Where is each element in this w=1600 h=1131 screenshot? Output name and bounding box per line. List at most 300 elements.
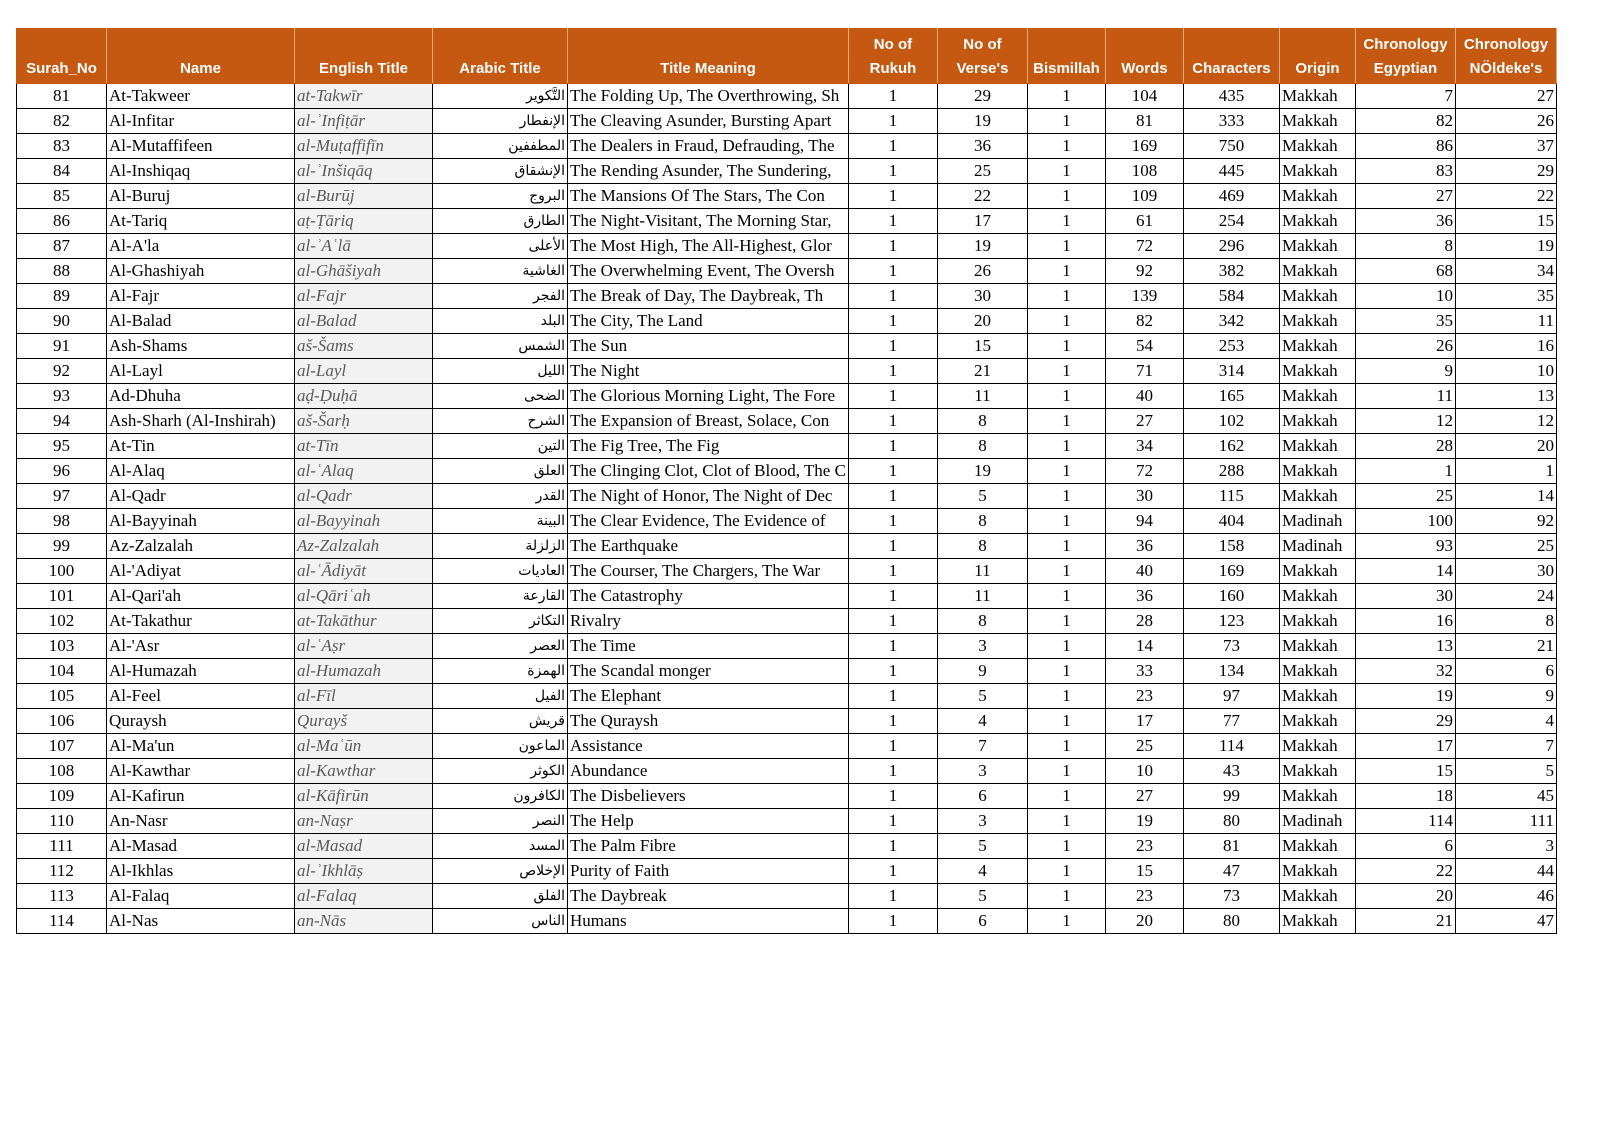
cell-english-title[interactable]: al-ʿAṣr [295, 634, 433, 659]
cell-arabic-title[interactable]: الكافرون [433, 784, 568, 809]
cell-surah-no[interactable]: 85 [17, 184, 107, 209]
cell-verse-count[interactable]: 20 [937, 309, 1027, 334]
cell-character-count[interactable]: 114 [1183, 734, 1279, 759]
cell-word-count[interactable]: 23 [1105, 884, 1183, 909]
cell-character-count[interactable]: 584 [1183, 284, 1279, 309]
cell-chronology-noldeke[interactable]: 7 [1455, 734, 1556, 759]
cell-bismillah[interactable]: 1 [1027, 384, 1105, 409]
cell-chronology-egyptian[interactable]: 100 [1355, 509, 1455, 534]
cell-verse-count[interactable]: 21 [937, 359, 1027, 384]
cell-rukuh-count[interactable]: 1 [848, 359, 937, 384]
cell-arabic-title[interactable]: الطارق [433, 209, 568, 234]
cell-chronology-noldeke[interactable]: 29 [1455, 159, 1556, 184]
cell-rukuh-count[interactable]: 1 [848, 284, 937, 309]
cell-bismillah[interactable]: 1 [1027, 609, 1105, 634]
cell-english-title[interactable]: al-ʿĀdiyāt [295, 559, 433, 584]
cell-rukuh-count[interactable]: 1 [848, 134, 937, 159]
cell-verse-count[interactable]: 19 [937, 234, 1027, 259]
cell-rukuh-count[interactable]: 1 [848, 559, 937, 584]
cell-surah-no[interactable]: 102 [17, 609, 107, 634]
cell-english-title[interactable]: al-Burūj [295, 184, 433, 209]
cell-verse-count[interactable]: 17 [937, 209, 1027, 234]
cell-bismillah[interactable]: 1 [1027, 134, 1105, 159]
cell-origin[interactable]: Madinah [1279, 534, 1355, 559]
cell-verse-count[interactable]: 5 [937, 684, 1027, 709]
cell-rukuh-count[interactable]: 1 [848, 659, 937, 684]
cell-title-meaning[interactable]: Abundance [568, 759, 849, 784]
cell-name[interactable]: Az-Zalzalah [107, 534, 295, 559]
cell-chronology-noldeke[interactable]: 11 [1455, 309, 1556, 334]
cell-chronology-egyptian[interactable]: 28 [1355, 434, 1455, 459]
cell-chronology-noldeke[interactable]: 37 [1455, 134, 1556, 159]
cell-rukuh-count[interactable]: 1 [848, 709, 937, 734]
cell-name[interactable]: Al-Balad [107, 309, 295, 334]
cell-surah-no[interactable]: 111 [17, 834, 107, 859]
cell-bismillah[interactable]: 1 [1027, 159, 1105, 184]
cell-title-meaning[interactable]: The Courser, The Chargers, The War [568, 559, 849, 584]
cell-title-meaning[interactable]: The Folding Up, The Overthrowing, Sh [568, 84, 849, 109]
cell-word-count[interactable]: 81 [1105, 109, 1183, 134]
cell-chronology-egyptian[interactable]: 10 [1355, 284, 1455, 309]
cell-word-count[interactable]: 19 [1105, 809, 1183, 834]
cell-chronology-noldeke[interactable]: 13 [1455, 384, 1556, 409]
cell-bismillah[interactable]: 1 [1027, 559, 1105, 584]
cell-name[interactable]: Al-Inshiqaq [107, 159, 295, 184]
cell-bismillah[interactable]: 1 [1027, 909, 1105, 934]
cell-chronology-noldeke[interactable]: 44 [1455, 859, 1556, 884]
cell-character-count[interactable]: 73 [1183, 634, 1279, 659]
cell-verse-count[interactable]: 9 [937, 659, 1027, 684]
cell-chronology-noldeke[interactable]: 26 [1455, 109, 1556, 134]
cell-chronology-egyptian[interactable]: 15 [1355, 759, 1455, 784]
cell-title-meaning[interactable]: The Earthquake [568, 534, 849, 559]
cell-chronology-egyptian[interactable]: 19 [1355, 684, 1455, 709]
cell-chronology-noldeke[interactable]: 1 [1455, 459, 1556, 484]
cell-chronology-noldeke[interactable]: 14 [1455, 484, 1556, 509]
cell-arabic-title[interactable]: المسد [433, 834, 568, 859]
cell-word-count[interactable]: 27 [1105, 409, 1183, 434]
cell-word-count[interactable]: 40 [1105, 384, 1183, 409]
cell-english-title[interactable]: al-ʾAʿlā [295, 234, 433, 259]
cell-bismillah[interactable]: 1 [1027, 84, 1105, 109]
cell-arabic-title[interactable]: الضحى [433, 384, 568, 409]
cell-rukuh-count[interactable]: 1 [848, 634, 937, 659]
cell-character-count[interactable]: 80 [1183, 909, 1279, 934]
cell-word-count[interactable]: 72 [1105, 234, 1183, 259]
cell-character-count[interactable]: 73 [1183, 884, 1279, 909]
cell-surah-no[interactable]: 105 [17, 684, 107, 709]
cell-surah-no[interactable]: 103 [17, 634, 107, 659]
cell-surah-no[interactable]: 95 [17, 434, 107, 459]
header-origin[interactable]: Origin [1279, 29, 1355, 84]
cell-verse-count[interactable]: 11 [937, 584, 1027, 609]
cell-chronology-egyptian[interactable]: 68 [1355, 259, 1455, 284]
cell-title-meaning[interactable]: The Sun [568, 334, 849, 359]
cell-word-count[interactable]: 71 [1105, 359, 1183, 384]
cell-arabic-title[interactable]: التكاثر [433, 609, 568, 634]
cell-verse-count[interactable]: 25 [937, 159, 1027, 184]
cell-chronology-egyptian[interactable]: 21 [1355, 909, 1455, 934]
cell-word-count[interactable]: 10 [1105, 759, 1183, 784]
cell-chronology-egyptian[interactable]: 26 [1355, 334, 1455, 359]
cell-chronology-noldeke[interactable]: 9 [1455, 684, 1556, 709]
cell-surah-no[interactable]: 81 [17, 84, 107, 109]
cell-english-title[interactable]: al-ʾInšiqāq [295, 159, 433, 184]
cell-name[interactable]: Al-'Adiyat [107, 559, 295, 584]
cell-rukuh-count[interactable]: 1 [848, 434, 937, 459]
cell-name[interactable]: An-Nasr [107, 809, 295, 834]
cell-origin[interactable]: Makkah [1279, 459, 1355, 484]
cell-arabic-title[interactable]: الأعلى [433, 234, 568, 259]
cell-chronology-egyptian[interactable]: 86 [1355, 134, 1455, 159]
cell-english-title[interactable]: al-Fajr [295, 284, 433, 309]
cell-title-meaning[interactable]: The Cleaving Asunder, Bursting Apart [568, 109, 849, 134]
cell-origin[interactable]: Makkah [1279, 709, 1355, 734]
cell-origin[interactable]: Makkah [1279, 759, 1355, 784]
cell-surah-no[interactable]: 107 [17, 734, 107, 759]
cell-bismillah[interactable]: 1 [1027, 284, 1105, 309]
cell-bismillah[interactable]: 1 [1027, 534, 1105, 559]
cell-arabic-title[interactable]: العاديات [433, 559, 568, 584]
cell-chronology-noldeke[interactable]: 111 [1455, 809, 1556, 834]
cell-chronology-noldeke[interactable]: 5 [1455, 759, 1556, 784]
cell-arabic-title[interactable]: القدر [433, 484, 568, 509]
cell-character-count[interactable]: 162 [1183, 434, 1279, 459]
cell-chronology-egyptian[interactable]: 32 [1355, 659, 1455, 684]
cell-bismillah[interactable]: 1 [1027, 409, 1105, 434]
cell-verse-count[interactable]: 6 [937, 784, 1027, 809]
cell-title-meaning[interactable]: Assistance [568, 734, 849, 759]
cell-title-meaning[interactable]: The Clinging Clot, Clot of Blood, The C [568, 459, 849, 484]
cell-origin[interactable]: Makkah [1279, 109, 1355, 134]
cell-name[interactable]: Al-Qari'ah [107, 584, 295, 609]
cell-english-title[interactable]: al-Fīl [295, 684, 433, 709]
cell-character-count[interactable]: 445 [1183, 159, 1279, 184]
cell-title-meaning[interactable]: The Elephant [568, 684, 849, 709]
cell-origin[interactable]: Makkah [1279, 359, 1355, 384]
cell-rukuh-count[interactable]: 1 [848, 109, 937, 134]
cell-chronology-egyptian[interactable]: 82 [1355, 109, 1455, 134]
cell-word-count[interactable]: 94 [1105, 509, 1183, 534]
cell-origin[interactable]: Makkah [1279, 684, 1355, 709]
cell-rukuh-count[interactable]: 1 [848, 84, 937, 109]
cell-arabic-title[interactable]: البلد [433, 309, 568, 334]
cell-verse-count[interactable]: 8 [937, 409, 1027, 434]
header-surah-no[interactable]: Surah_No [17, 29, 107, 84]
cell-bismillah[interactable]: 1 [1027, 734, 1105, 759]
cell-verse-count[interactable]: 6 [937, 909, 1027, 934]
cell-rukuh-count[interactable]: 1 [848, 884, 937, 909]
cell-chronology-egyptian[interactable]: 6 [1355, 834, 1455, 859]
header-name[interactable]: Name [107, 29, 295, 84]
cell-arabic-title[interactable]: القارعة [433, 584, 568, 609]
cell-bismillah[interactable]: 1 [1027, 859, 1105, 884]
cell-title-meaning[interactable]: The Disbelievers [568, 784, 849, 809]
cell-chronology-noldeke[interactable]: 47 [1455, 909, 1556, 934]
cell-name[interactable]: Ash-Sharh (Al-Inshirah) [107, 409, 295, 434]
cell-title-meaning[interactable]: The Glorious Morning Light, The Fore [568, 384, 849, 409]
cell-name[interactable]: Al-Humazah [107, 659, 295, 684]
cell-arabic-title[interactable]: الهمزة [433, 659, 568, 684]
header-character-count[interactable]: Characters [1183, 29, 1279, 84]
cell-english-title[interactable]: an-Nās [295, 909, 433, 934]
cell-rukuh-count[interactable]: 1 [848, 159, 937, 184]
cell-verse-count[interactable]: 19 [937, 459, 1027, 484]
cell-title-meaning[interactable]: Purity of Faith [568, 859, 849, 884]
cell-chronology-egyptian[interactable]: 12 [1355, 409, 1455, 434]
cell-origin[interactable]: Makkah [1279, 909, 1355, 934]
cell-word-count[interactable]: 30 [1105, 484, 1183, 509]
cell-chronology-egyptian[interactable]: 27 [1355, 184, 1455, 209]
cell-character-count[interactable]: 43 [1183, 759, 1279, 784]
cell-word-count[interactable]: 82 [1105, 309, 1183, 334]
cell-english-title[interactable]: aš-Šarḥ [295, 409, 433, 434]
cell-chronology-noldeke[interactable]: 34 [1455, 259, 1556, 284]
cell-surah-no[interactable]: 104 [17, 659, 107, 684]
cell-origin[interactable]: Makkah [1279, 384, 1355, 409]
cell-surah-no[interactable]: 108 [17, 759, 107, 784]
cell-arabic-title[interactable]: الماعون [433, 734, 568, 759]
cell-bismillah[interactable]: 1 [1027, 209, 1105, 234]
cell-surah-no[interactable]: 82 [17, 109, 107, 134]
cell-name[interactable]: Al-'Asr [107, 634, 295, 659]
cell-verse-count[interactable]: 3 [937, 809, 1027, 834]
cell-name[interactable]: Al-Mutaffifeen [107, 134, 295, 159]
cell-word-count[interactable]: 15 [1105, 859, 1183, 884]
cell-title-meaning[interactable]: The City, The Land [568, 309, 849, 334]
cell-english-title[interactable]: at-Tīn [295, 434, 433, 459]
cell-bismillah[interactable]: 1 [1027, 484, 1105, 509]
cell-word-count[interactable]: 109 [1105, 184, 1183, 209]
cell-origin[interactable]: Makkah [1279, 884, 1355, 909]
cell-chronology-egyptian[interactable]: 20 [1355, 884, 1455, 909]
cell-bismillah[interactable]: 1 [1027, 784, 1105, 809]
cell-english-title[interactable]: al-Falaq [295, 884, 433, 909]
cell-rukuh-count[interactable]: 1 [848, 334, 937, 359]
cell-chronology-noldeke[interactable]: 22 [1455, 184, 1556, 209]
cell-word-count[interactable]: 36 [1105, 584, 1183, 609]
cell-origin[interactable]: Makkah [1279, 159, 1355, 184]
cell-surah-no[interactable]: 84 [17, 159, 107, 184]
cell-name[interactable]: Al-Infitar [107, 109, 295, 134]
cell-character-count[interactable]: 288 [1183, 459, 1279, 484]
cell-verse-count[interactable]: 36 [937, 134, 1027, 159]
cell-origin[interactable]: Makkah [1279, 559, 1355, 584]
cell-name[interactable]: Al-Falaq [107, 884, 295, 909]
cell-arabic-title[interactable]: الكوثر [433, 759, 568, 784]
cell-verse-count[interactable]: 8 [937, 534, 1027, 559]
cell-surah-no[interactable]: 89 [17, 284, 107, 309]
cell-arabic-title[interactable]: الشمس [433, 334, 568, 359]
cell-surah-no[interactable]: 83 [17, 134, 107, 159]
cell-verse-count[interactable]: 19 [937, 109, 1027, 134]
cell-name[interactable]: Al-Buruj [107, 184, 295, 209]
header-verse-count[interactable]: No of Verse's [937, 29, 1027, 84]
cell-character-count[interactable]: 314 [1183, 359, 1279, 384]
cell-title-meaning[interactable]: The Expansion of Breast, Solace, Con [568, 409, 849, 434]
cell-chronology-noldeke[interactable]: 24 [1455, 584, 1556, 609]
cell-title-meaning[interactable]: Humans [568, 909, 849, 934]
cell-character-count[interactable]: 469 [1183, 184, 1279, 209]
cell-chronology-egyptian[interactable]: 9 [1355, 359, 1455, 384]
cell-character-count[interactable]: 97 [1183, 684, 1279, 709]
cell-character-count[interactable]: 750 [1183, 134, 1279, 159]
cell-bismillah[interactable]: 1 [1027, 884, 1105, 909]
cell-surah-no[interactable]: 93 [17, 384, 107, 409]
cell-rukuh-count[interactable]: 1 [848, 184, 937, 209]
cell-arabic-title[interactable]: الليل [433, 359, 568, 384]
cell-rukuh-count[interactable]: 1 [848, 859, 937, 884]
cell-title-meaning[interactable]: The Mansions Of The Stars, The Con [568, 184, 849, 209]
cell-arabic-title[interactable]: الإنفطار [433, 109, 568, 134]
cell-word-count[interactable]: 28 [1105, 609, 1183, 634]
cell-verse-count[interactable]: 5 [937, 834, 1027, 859]
cell-word-count[interactable]: 108 [1105, 159, 1183, 184]
cell-character-count[interactable]: 296 [1183, 234, 1279, 259]
cell-chronology-egyptian[interactable]: 30 [1355, 584, 1455, 609]
cell-bismillah[interactable]: 1 [1027, 584, 1105, 609]
cell-word-count[interactable]: 169 [1105, 134, 1183, 159]
cell-character-count[interactable]: 115 [1183, 484, 1279, 509]
cell-character-count[interactable]: 333 [1183, 109, 1279, 134]
cell-bismillah[interactable]: 1 [1027, 259, 1105, 284]
cell-character-count[interactable]: 134 [1183, 659, 1279, 684]
cell-chronology-egyptian[interactable]: 17 [1355, 734, 1455, 759]
cell-word-count[interactable]: 36 [1105, 534, 1183, 559]
cell-origin[interactable]: Makkah [1279, 634, 1355, 659]
cell-origin[interactable]: Makkah [1279, 284, 1355, 309]
header-arabic-title[interactable]: Arabic Title [433, 29, 568, 84]
cell-origin[interactable]: Makkah [1279, 409, 1355, 434]
cell-title-meaning[interactable]: The Overwhelming Event, The Oversh [568, 259, 849, 284]
cell-title-meaning[interactable]: The Most High, The All-Highest, Glor [568, 234, 849, 259]
cell-english-title[interactable]: al-Maʿūn [295, 734, 433, 759]
cell-word-count[interactable]: 20 [1105, 909, 1183, 934]
cell-chronology-egyptian[interactable]: 22 [1355, 859, 1455, 884]
cell-bismillah[interactable]: 1 [1027, 659, 1105, 684]
cell-name[interactable]: Al-Layl [107, 359, 295, 384]
cell-rukuh-count[interactable]: 1 [848, 584, 937, 609]
cell-origin[interactable]: Makkah [1279, 859, 1355, 884]
cell-title-meaning[interactable]: The Rending Asunder, The Sundering, [568, 159, 849, 184]
cell-arabic-title[interactable]: الناس [433, 909, 568, 934]
cell-arabic-title[interactable]: الإخلاص [433, 859, 568, 884]
cell-name[interactable]: Al-Qadr [107, 484, 295, 509]
cell-bismillah[interactable]: 1 [1027, 709, 1105, 734]
cell-chronology-egyptian[interactable]: 35 [1355, 309, 1455, 334]
cell-name[interactable]: At-Tariq [107, 209, 295, 234]
cell-origin[interactable]: Makkah [1279, 659, 1355, 684]
cell-name[interactable]: At-Takathur [107, 609, 295, 634]
cell-chronology-noldeke[interactable]: 20 [1455, 434, 1556, 459]
cell-bismillah[interactable]: 1 [1027, 809, 1105, 834]
cell-chronology-noldeke[interactable]: 16 [1455, 334, 1556, 359]
cell-english-title[interactable]: al-ʾIkhlāṣ [295, 859, 433, 884]
cell-rukuh-count[interactable]: 1 [848, 209, 937, 234]
cell-english-title[interactable]: an-Naṣr [295, 809, 433, 834]
cell-origin[interactable]: Makkah [1279, 584, 1355, 609]
cell-character-count[interactable]: 123 [1183, 609, 1279, 634]
cell-surah-no[interactable]: 92 [17, 359, 107, 384]
cell-arabic-title[interactable]: الشرح [433, 409, 568, 434]
cell-english-title[interactable]: al-Qadr [295, 484, 433, 509]
cell-surah-no[interactable]: 109 [17, 784, 107, 809]
cell-english-title[interactable]: al-Masad [295, 834, 433, 859]
cell-english-title[interactable]: al-Humazah [295, 659, 433, 684]
cell-origin[interactable]: Makkah [1279, 309, 1355, 334]
cell-name[interactable]: Al-Nas [107, 909, 295, 934]
cell-chronology-egyptian[interactable]: 25 [1355, 484, 1455, 509]
cell-chronology-egyptian[interactable]: 93 [1355, 534, 1455, 559]
cell-surah-no[interactable]: 110 [17, 809, 107, 834]
cell-english-title[interactable]: al-Layl [295, 359, 433, 384]
cell-character-count[interactable]: 404 [1183, 509, 1279, 534]
cell-character-count[interactable]: 158 [1183, 534, 1279, 559]
cell-chronology-egyptian[interactable]: 11 [1355, 384, 1455, 409]
cell-rukuh-count[interactable]: 1 [848, 834, 937, 859]
cell-arabic-title[interactable]: التَّكوير [433, 84, 568, 109]
cell-english-title[interactable]: aš-Šams [295, 334, 433, 359]
cell-chronology-noldeke[interactable]: 21 [1455, 634, 1556, 659]
header-chronology-noldeke[interactable]: Chronology NÖldeke's [1455, 29, 1556, 84]
cell-title-meaning[interactable]: The Night-Visitant, The Morning Star, [568, 209, 849, 234]
cell-chronology-egyptian[interactable]: 18 [1355, 784, 1455, 809]
cell-bismillah[interactable]: 1 [1027, 759, 1105, 784]
cell-chronology-egyptian[interactable]: 83 [1355, 159, 1455, 184]
header-chronology-egyptian[interactable]: Chronology Egyptian [1355, 29, 1455, 84]
cell-word-count[interactable]: 139 [1105, 284, 1183, 309]
cell-name[interactable]: Ad-Dhuha [107, 384, 295, 409]
cell-name[interactable]: At-Takweer [107, 84, 295, 109]
cell-chronology-egyptian[interactable]: 16 [1355, 609, 1455, 634]
cell-english-title[interactable]: aḍ-Ḍuḥā [295, 384, 433, 409]
cell-verse-count[interactable]: 15 [937, 334, 1027, 359]
cell-origin[interactable]: Madinah [1279, 509, 1355, 534]
cell-word-count[interactable]: 104 [1105, 84, 1183, 109]
cell-title-meaning[interactable]: Rivalry [568, 609, 849, 634]
cell-verse-count[interactable]: 11 [937, 559, 1027, 584]
cell-word-count[interactable]: 34 [1105, 434, 1183, 459]
cell-verse-count[interactable]: 22 [937, 184, 1027, 209]
cell-word-count[interactable]: 54 [1105, 334, 1183, 359]
cell-bismillah[interactable]: 1 [1027, 834, 1105, 859]
cell-title-meaning[interactable]: The Quraysh [568, 709, 849, 734]
cell-english-title[interactable]: al-Ghāšiyah [295, 259, 433, 284]
cell-word-count[interactable]: 40 [1105, 559, 1183, 584]
cell-verse-count[interactable]: 5 [937, 484, 1027, 509]
cell-origin[interactable]: Madinah [1279, 809, 1355, 834]
cell-verse-count[interactable]: 30 [937, 284, 1027, 309]
cell-verse-count[interactable]: 8 [937, 509, 1027, 534]
cell-rukuh-count[interactable]: 1 [848, 259, 937, 284]
cell-character-count[interactable]: 169 [1183, 559, 1279, 584]
cell-arabic-title[interactable]: الإنشقاق [433, 159, 568, 184]
cell-rukuh-count[interactable]: 1 [848, 759, 937, 784]
cell-word-count[interactable]: 14 [1105, 634, 1183, 659]
cell-title-meaning[interactable]: The Dealers in Fraud, Defrauding, The [568, 134, 849, 159]
cell-surah-no[interactable]: 106 [17, 709, 107, 734]
cell-character-count[interactable]: 253 [1183, 334, 1279, 359]
cell-arabic-title[interactable]: الفيل [433, 684, 568, 709]
header-bismillah[interactable]: Bismillah [1027, 29, 1105, 84]
cell-surah-no[interactable]: 86 [17, 209, 107, 234]
cell-title-meaning[interactable]: The Palm Fibre [568, 834, 849, 859]
cell-rukuh-count[interactable]: 1 [848, 234, 937, 259]
cell-surah-no[interactable]: 114 [17, 909, 107, 934]
cell-surah-no[interactable]: 113 [17, 884, 107, 909]
cell-chronology-noldeke[interactable]: 10 [1455, 359, 1556, 384]
cell-origin[interactable]: Makkah [1279, 609, 1355, 634]
